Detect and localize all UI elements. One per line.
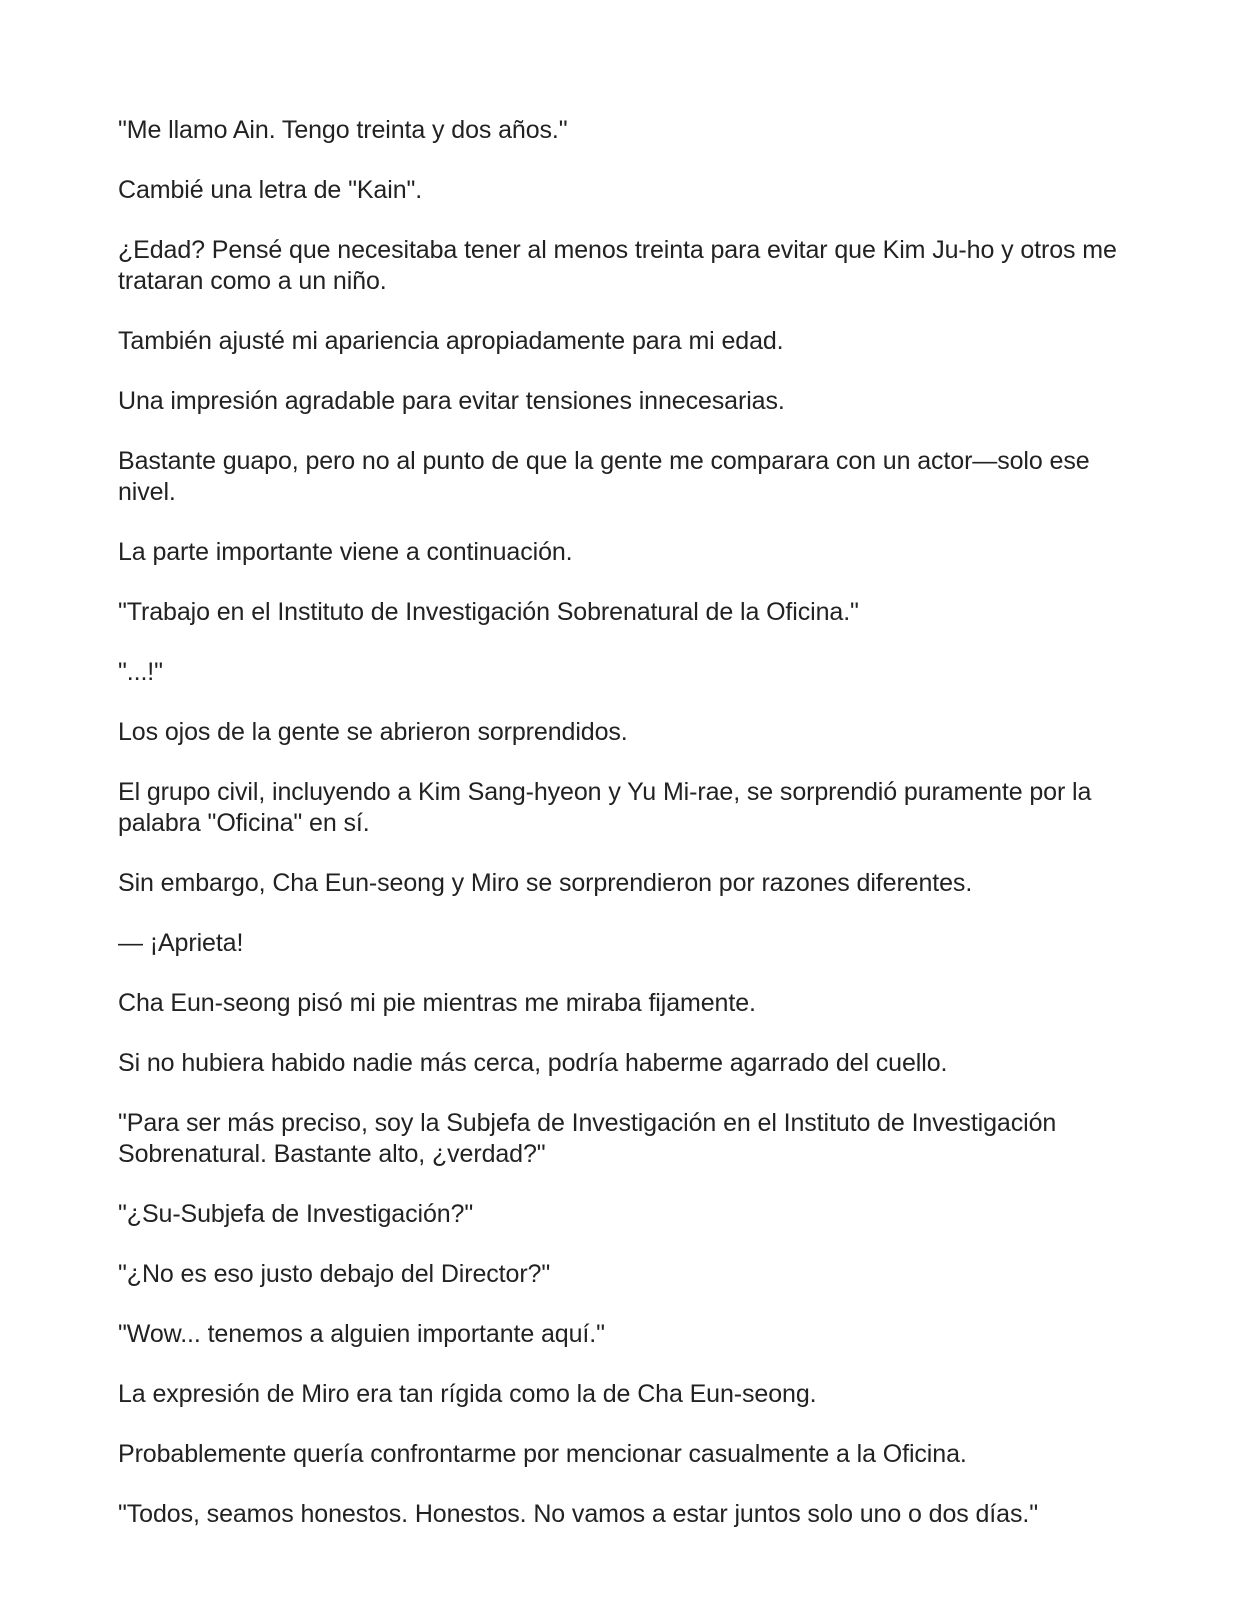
document-body — [118, 115, 1128, 1559]
paragraph: "¿Su-Subjefa de Investigación?" — [118, 1200, 474, 1228]
paragraph: Una impresión agradable para evitar tensiones innecesarias. — [118, 387, 785, 415]
paragraph: El grupo civil, incluyendo a Kim Sang-hyeon y Yu Mi-rae, se sorprendió puramente por la palabra "Oficina" en sí. — [118, 778, 1092, 837]
paragraph: "Wow... tenemos a alguien importante aquí." — [118, 1320, 605, 1348]
paragraph: La parte importante viene a continuación. — [118, 538, 573, 566]
paragraph: También ajusté mi apariencia apropiadamente para mi edad. — [118, 327, 784, 355]
paragraph: — ¡Aprieta! — [118, 929, 244, 957]
paragraph: "Me llamo Ain. Tengo treinta y dos años." — [118, 116, 568, 144]
paragraph: Cambié una letra de "Kain". — [118, 176, 423, 204]
paragraph: Bastante guapo, pero no al punto de que la gente me comparara con un actor—solo ese nivel. — [118, 447, 1090, 506]
paragraph: "Para ser más preciso, soy la Subjefa de Investigación en el Instituto de Investigación Sobrenatural. Bastante alto, ¿verdad?" — [118, 1109, 1057, 1168]
paragraph: ¿Edad? Pensé que necesitaba tener al menos treinta para evitar que Kim Ju-ho y otros me trataran como a un niño. — [118, 236, 1117, 295]
paragraph: "...!" — [118, 658, 163, 686]
paragraph: Los ojos de la gente se abrieron sorprendidos. — [118, 718, 628, 746]
paragraph: Sin embargo, Cha Eun-seong y Miro se sorprendieron por razones diferentes. — [118, 869, 973, 897]
paragraph: "¿No es eso justo debajo del Director?" — [118, 1260, 551, 1288]
paragraph: Cha Eun-seong pisó mi pie mientras me miraba fijamente. — [118, 989, 756, 1017]
paragraph: Si no hubiera habido nadie más cerca, podría haberme agarrado del cuello. — [118, 1049, 948, 1077]
paragraph: "Trabajo en el Instituto de Investigación Sobrenatural de la Oficina." — [118, 598, 859, 626]
paragraph: La expresión de Miro era tan rígida como la de Cha Eun-seong. — [118, 1380, 817, 1408]
paragraph: "Todos, seamos honestos. Honestos. No vamos a estar juntos solo uno o dos días." — [118, 1500, 1038, 1528]
paragraph: Probablemente quería confrontarme por mencionar casualmente a la Oficina. — [118, 1440, 967, 1468]
